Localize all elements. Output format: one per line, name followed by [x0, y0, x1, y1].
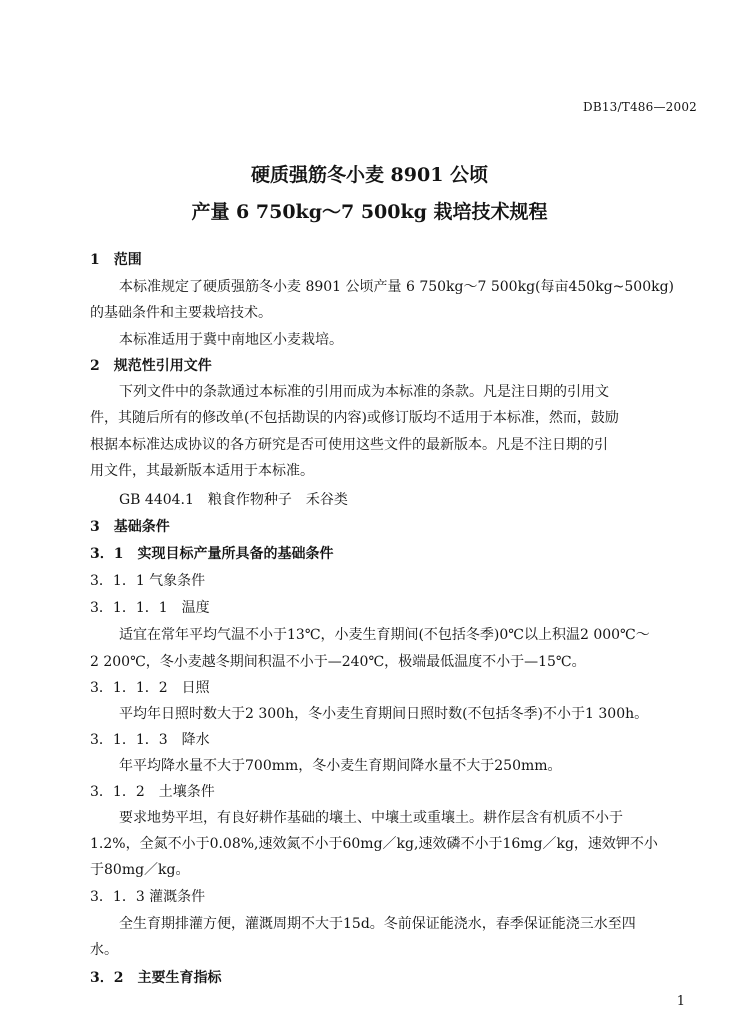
- section-2-paragraph-line-4: 用文件，其最新版本适用于本标准。: [90, 463, 314, 479]
- temperature-line-1: 适宜在常年平均气温不小于13℃，小麦生育期间(不包括冬季)0℃以上积温2 000℃～: [119, 627, 650, 643]
- soil-line-2: 1.2%，全氮不小于0.08%,速效氮不小于60mg／kg,速效磷不小于16mg／kg，速效钾不小: [90, 836, 658, 852]
- document-title-line-2: 产量 6 750kg～7 500kg 栽培技术规程: [191, 201, 548, 223]
- section-2-heading: 2 规范性引用文件: [90, 358, 212, 374]
- normative-reference: GB 4404.1 粮食作物种子 禾谷类: [119, 492, 348, 508]
- irrigation-line-2: 水。: [90, 942, 118, 958]
- section-1-paragraph-1-line-1: 本标准规定了硬质强筋冬小麦 8901 公顷产量 6 750kg～7 500kg(每亩450kg~500kg): [119, 279, 675, 295]
- soil-line-1: 要求地势平坦，有良好耕作基础的壤土、中壤土或重壤土。耕作层含有机质不小于: [119, 810, 623, 826]
- section-3-1-2-heading: 3．1．2 土壤条件: [90, 784, 215, 800]
- section-3-1-1-heading: 3．1．1 气象条件: [90, 573, 206, 589]
- standard-code: DB13/T486—2002: [583, 100, 697, 114]
- temperature-line-2: 2 200℃，冬小麦越冬期间积温不小于—240℃，极端最低温度不小于—15℃。: [90, 654, 586, 670]
- soil-line-3: 于80mg／kg。: [90, 862, 190, 878]
- section-2-paragraph-line-3: 根据本标准达成协议的各方研究是否可使用这些文件的最新版本。凡是不注日期的引: [90, 437, 608, 453]
- section-3-1-1-3-heading: 3．1．1．3 降水: [90, 732, 210, 748]
- section-2-paragraph-line-2: 件，其随后所有的修改单(不包括勘误的内容)或修订版均不适用于本标准，然而，鼓励: [90, 410, 619, 426]
- section-3-1-1-2-heading: 3．1．1．2 日照: [90, 680, 210, 696]
- sunshine-line-1: 平均年日照时数大于2 300h，冬小麦生育期间日照时数(不包括冬季)不小于1 300h。: [119, 706, 649, 722]
- section-1-heading: 1 范围: [90, 252, 142, 268]
- section-2-paragraph-line-1: 下列文件中的条款通过本标准的引用而成为本标准的条款。凡是注日期的引用文: [119, 384, 609, 400]
- section-3-2-heading: 3．2 主要生育指标: [90, 970, 222, 986]
- section-3-1-heading: 3．1 实现目标产量所具备的基础条件: [90, 546, 334, 562]
- section-3-heading: 3 基础条件: [90, 519, 170, 535]
- precipitation-line-1: 年平均降水量不大于700mm，冬小麦生育期间降水量不大于250mm。: [119, 758, 562, 774]
- section-3-1-1-1-heading: 3．1．1．1 温度: [90, 600, 210, 616]
- document-title-line-1: 硬质强筋冬小麦 8901 公顷: [250, 164, 489, 186]
- irrigation-line-1: 全生育期排灌方便，灌溉周期不大于15d。冬前保证能浇水，春季保证能浇三水至四: [119, 916, 636, 932]
- section-1-paragraph-1-line-2: 的基础条件和主要栽培技术。: [90, 305, 272, 321]
- page-number: 1: [676, 994, 685, 1009]
- section-3-1-3-heading: 3．1．3 灌溉条件: [90, 889, 206, 905]
- section-1-paragraph-2: 本标准适用于冀中南地区小麦栽培。: [119, 332, 343, 348]
